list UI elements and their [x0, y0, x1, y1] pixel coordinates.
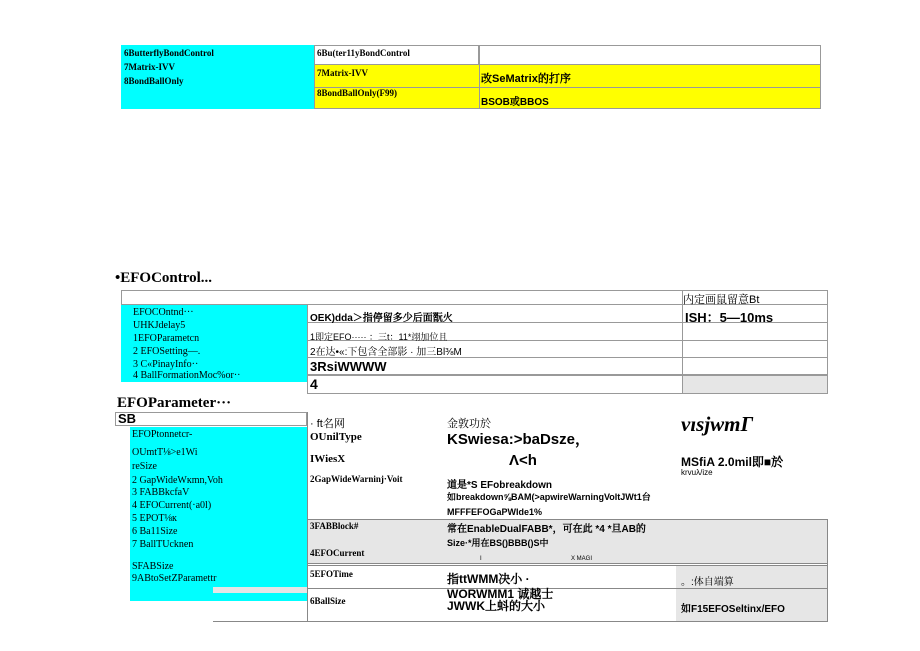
top-cyan-line-3: 8BondBallOnly — [124, 76, 184, 86]
top-mid-text-1: 6Bu(ter11yBondControl — [317, 48, 410, 58]
efo-parameter-heading: EFOParameter··· — [117, 395, 232, 411]
efo-parameter-table — [115, 412, 828, 622]
efo-parameter-hline-bottom — [213, 621, 828, 622]
efo-control-row-1-right: ISH：5—10ms — [685, 310, 774, 325]
efo-control-row-3-text: 2在达•«:下包含全部影 · 加三Bl⅜M — [310, 347, 462, 358]
param-row-3-a: 3FABBlock# — [310, 521, 359, 531]
param-row-2-c: krvuλ/ize — [681, 468, 713, 477]
param-row-5-b2: WORWMM1 诚越士 — [447, 587, 554, 601]
param-row-2-a: 2GapWideWarninj·Voit — [310, 474, 403, 484]
top-right-text-2: 改SeMatrix的打序 — [481, 73, 571, 85]
efo-parameter-cyan-8: 6 Ba11Size — [132, 526, 178, 537]
efo-control-grey-cell — [683, 376, 827, 393]
efo-parameter-cyan-6: 4 EFOCurrent(·a0l) — [132, 500, 212, 511]
efo-parameter-col-c-header: vısjwmΓ — [681, 412, 754, 436]
top-table — [121, 45, 821, 109]
efo-parameter-hline-3 — [307, 565, 828, 566]
param-row-2-b3: MFFFEFOGaPWIde1% — [447, 507, 543, 517]
param-row-1-c: MSfiA 2.0mil即■於 — [681, 455, 784, 469]
param-row-5-a: 5EFOTime — [310, 569, 353, 579]
top-mid-text-3: 8BondBallOnly(F99) — [317, 88, 398, 98]
efo-parameter-cyan-3: reSize — [132, 461, 157, 472]
top-table-right-cell-1 — [479, 45, 821, 65]
efo-control-cyan-1: EFOCOntnd··· — [133, 307, 194, 318]
efo-control-row-2-text: 1即定EFO····· ：三t：11*翊加位且 — [310, 332, 448, 342]
efo-control-heading: •EFOControl... — [115, 270, 213, 286]
efo-control-row-5-text: 4 — [310, 376, 318, 392]
param-row-1-b: Λ<h — [509, 452, 537, 469]
efo-control-cyan-3: 1EFOParametcn — [133, 333, 200, 344]
efo-control-cyan-4: 2 EFOSetting—. — [133, 346, 201, 357]
efo-parameter-grey-strip — [213, 587, 307, 593]
efo-parameter-hline-2 — [307, 563, 828, 564]
efo-parameter-col-b-header: 金敦功於 — [447, 418, 491, 430]
efo-control-right-header: 内定画鼠留意Bt — [683, 294, 760, 306]
param-row-5-b: 指ttWMM决小 · — [447, 572, 530, 586]
efo-parameter-cyan-5: 3 FABBkcfaV — [132, 487, 190, 498]
efo-parameter-cyan-7: 5 EPOT⅛к — [132, 513, 177, 524]
efo-control-cyan-6: 4 BallFormationMoc%or·· — [133, 370, 241, 381]
top-cyan-line-2: 7Matrix-IVV — [124, 62, 175, 72]
efo-parameter-vline-1 — [307, 412, 308, 622]
param-row-4-b-small: X MAGI — [571, 556, 593, 562]
efo-control-table — [121, 290, 828, 394]
param-row-1-a: IWiesX — [310, 453, 346, 465]
efo-parameter-hline-4 — [307, 588, 828, 589]
efo-parameter-cyan-1: EFOPtonnetcr- — [132, 429, 193, 440]
param-row-4-b: I — [480, 556, 482, 562]
efo-parameter-cyan-4: 2 GapWideWкmn,Voh — [132, 475, 223, 486]
efo-control-row-1-text: OEK)dda＞指停留多少后面翫火 — [310, 313, 453, 324]
efo-parameter-cyan-11: 9ABtoSetZParamettr — [132, 573, 217, 584]
efo-parameter-vline-right — [827, 519, 828, 622]
param-row-6-c: 如F15EFOSeltinx/EFO — [681, 604, 785, 615]
param-row-2-b: 道是*S EFobreakdown — [447, 480, 553, 491]
efo-parameter-cyan-9: 7 BallTUcknen — [132, 539, 194, 550]
efo-parameter-sb-label: SB — [118, 411, 137, 426]
param-row-0-a: OUnilType — [310, 431, 362, 443]
param-row-2-b2: 如breakdown⅝BAM(>apwireWarningVoltJWt1台 — [447, 492, 651, 502]
top-cyan-line-1: 6ButterflyBondControl — [124, 48, 214, 58]
param-row-6-a: 6BallSize — [310, 596, 346, 606]
top-right-text-3: BSOB或BBOS — [481, 97, 549, 108]
param-row-5-c: 。:体自端算 — [681, 577, 734, 588]
efo-control-cyan-5: 3 C«PinayInfo·· — [133, 359, 199, 370]
param-row-3-b2: Size·*用在BS()BBB()S中 — [447, 538, 549, 548]
param-row-6-b: JWWK上蚪的大小 — [447, 599, 545, 613]
efo-control-row-4-text: 3RsiWWWW — [310, 359, 387, 374]
top-mid-text-2: 7Matrix-IVV — [317, 68, 368, 78]
param-row-0-b: KSwiesa:>baDsze， — [447, 431, 590, 448]
efo-control-cyan-2: UHKJdelay5 — [133, 320, 186, 331]
efo-parameter-sb-cell — [115, 412, 307, 426]
param-row-4-a: 4EFOCurrent — [310, 548, 365, 558]
efo-parameter-cyan-10: SFABSize — [132, 561, 174, 572]
param-row-3-b: 常在EnableDualFABB*，可在此 *4 *旦AB的 — [447, 524, 646, 535]
efo-parameter-cyan-2: OUmtT⅛>e1Wi — [132, 447, 198, 458]
efo-parameter-col-a-header: · ft名网 — [310, 418, 345, 430]
